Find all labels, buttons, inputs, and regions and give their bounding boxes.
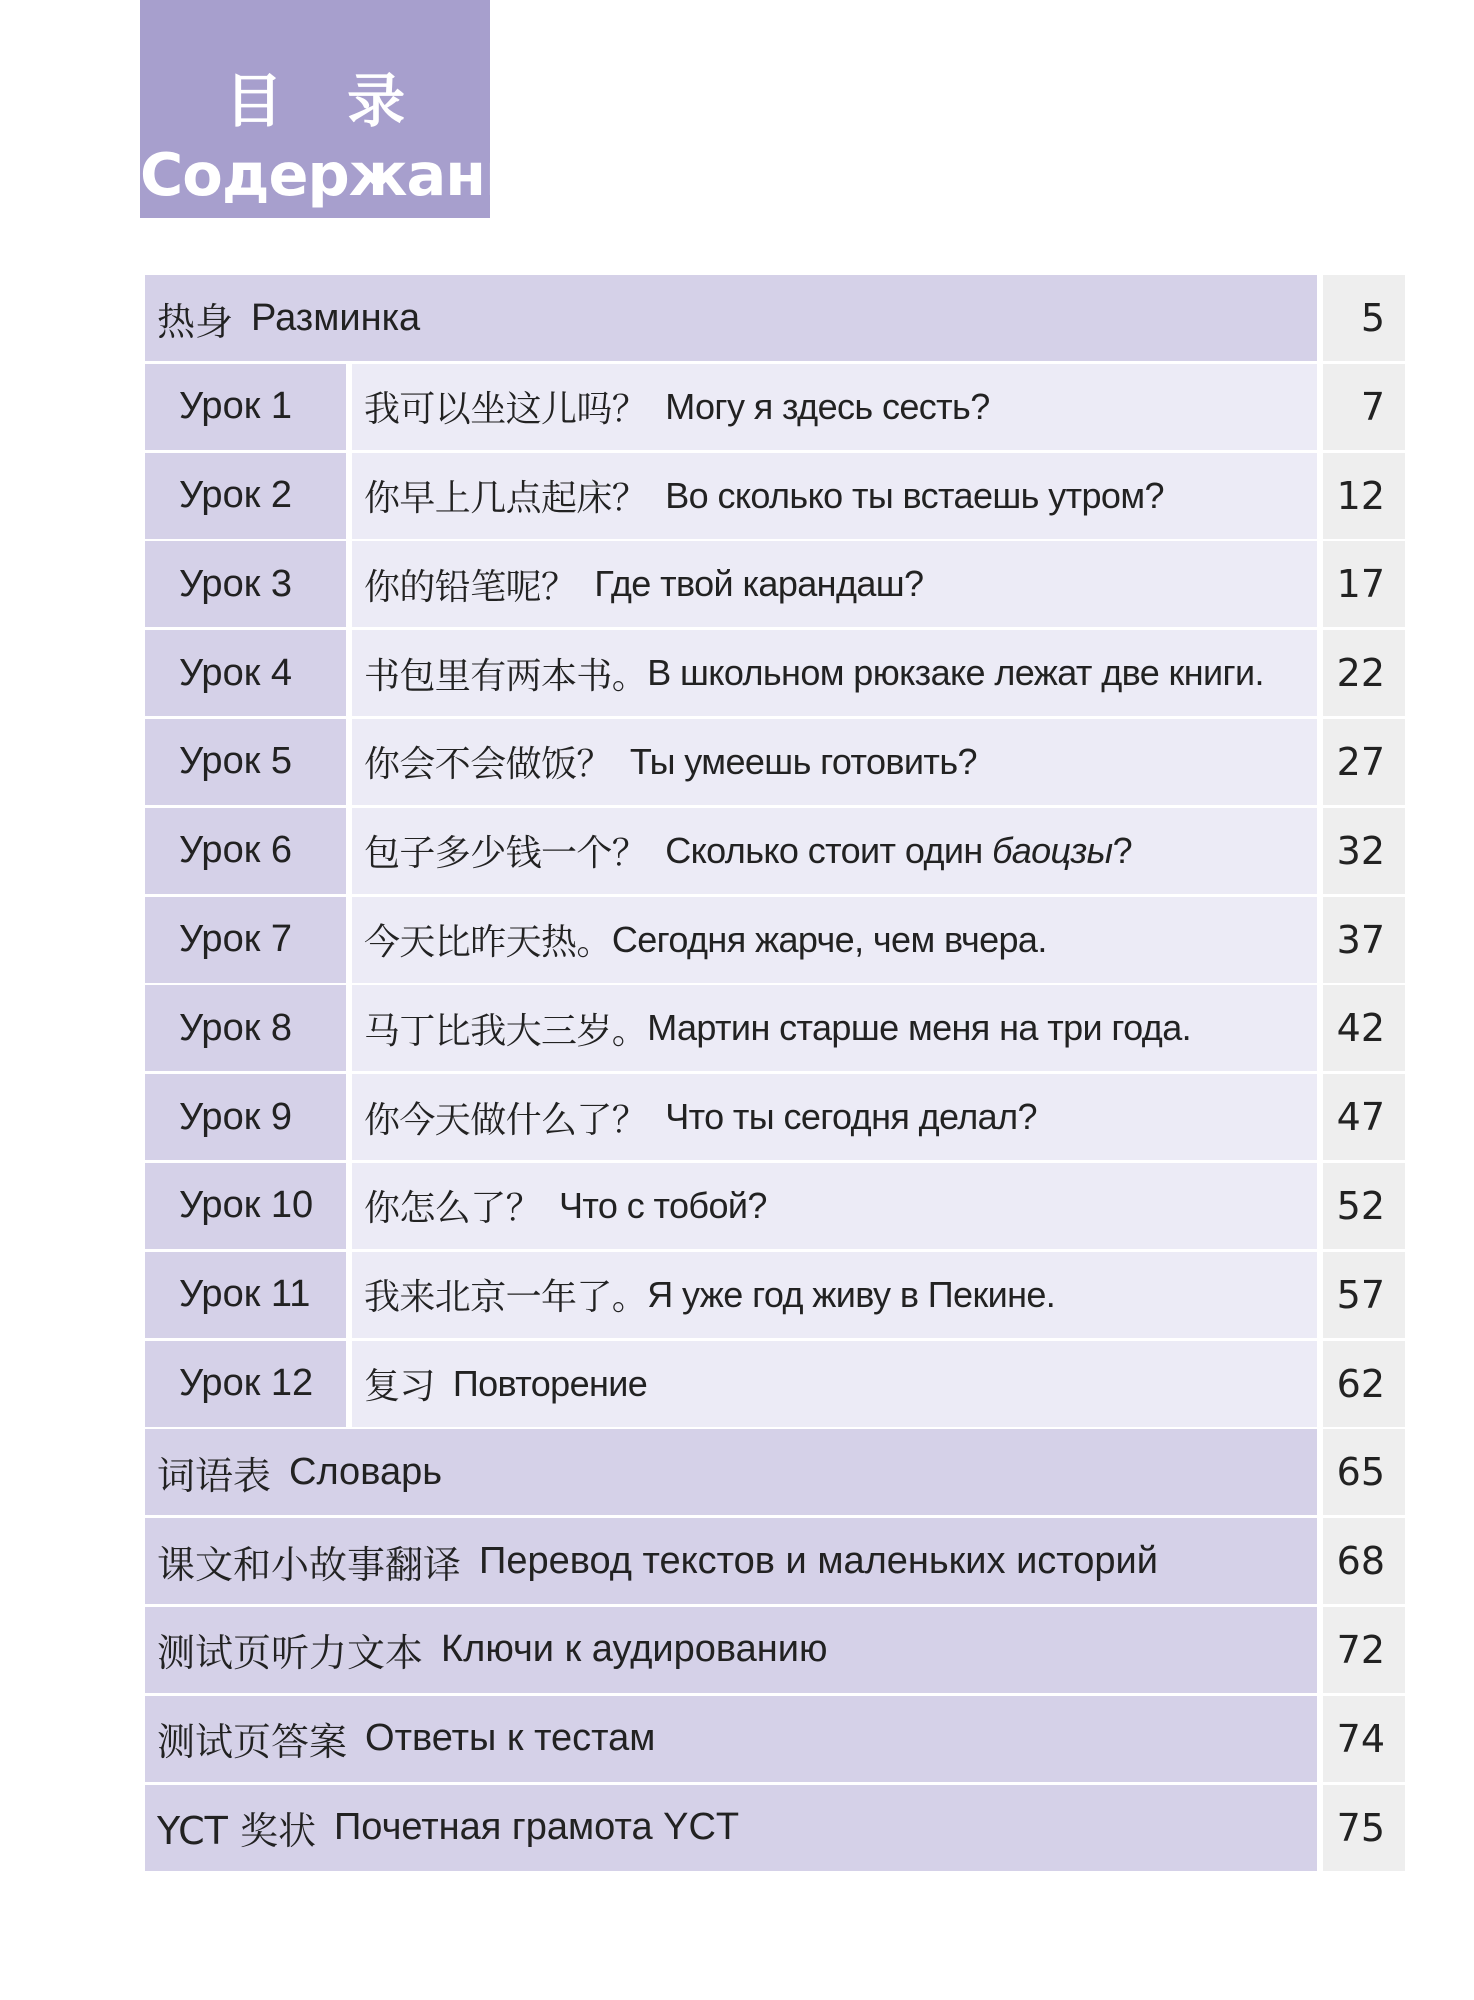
lesson-title-cn: 你的铅笔呢？ <box>364 566 577 608</box>
page-number: 75 <box>1323 1785 1405 1871</box>
page-number: 74 <box>1323 1696 1405 1782</box>
lesson-title <box>352 808 1317 894</box>
entry-title-cn: YCT 奖状 <box>157 1809 316 1854</box>
lesson-title-ru-main: Сколько стоит один <box>665 829 993 871</box>
lesson-title-cn: 包子多少钱一个？ <box>364 833 648 875</box>
toc-header <box>140 0 565 218</box>
lesson-number: Урок 9 <box>145 1074 346 1160</box>
entry-title-ru: Разминка <box>251 296 421 339</box>
lesson-title-ru: Где твой карандаш? <box>594 563 924 605</box>
toc-row-listening-keys[interactable] <box>145 1607 1405 1693</box>
lesson-title <box>352 364 1317 450</box>
toc-row-lesson-2[interactable] <box>145 453 1405 539</box>
toc-row-lesson-3[interactable] <box>145 541 1405 627</box>
entry-title-ru: Почетная грамота YCT <box>333 1806 740 1849</box>
lesson-title <box>352 897 1317 983</box>
lesson-title <box>352 1252 1317 1338</box>
lesson-title-cn: 你早上几点起床？ <box>364 478 648 520</box>
lesson-number: Урок 5 <box>145 719 346 805</box>
lesson-title-ru <box>665 830 1132 872</box>
lesson-title-ru-italic: баоцзы <box>992 829 1113 871</box>
lesson-title-ru: Мартин старше меня на три года. <box>647 1007 1192 1049</box>
toc-entry-title <box>145 1607 1317 1693</box>
lesson-number: Урок 12 <box>145 1341 346 1427</box>
toc-row-lesson-9[interactable] <box>145 1074 1405 1160</box>
lesson-number: Урок 2 <box>145 453 346 539</box>
lesson-title-cn: 你怎么了？ <box>364 1188 542 1230</box>
page-number: 52 <box>1323 1163 1405 1249</box>
toc-row-lesson-12[interactable] <box>145 1341 1405 1427</box>
toc-row-lesson-5[interactable] <box>145 719 1405 805</box>
lesson-title-ru: В школьном рюкзаке лежат две книги. <box>647 652 1264 694</box>
entry-title-ru: Словарь <box>289 1450 443 1493</box>
page-number: 12 <box>1323 453 1405 539</box>
toc-row-lesson-8[interactable] <box>145 985 1405 1071</box>
toc-row-warmup[interactable] <box>145 275 1405 361</box>
toc-row-certificate[interactable] <box>145 1785 1405 1871</box>
lesson-title-ru: Ты умеешь готовить? <box>629 740 977 782</box>
lesson-title <box>352 719 1317 805</box>
lesson-title-ru: Повторение <box>452 1362 648 1404</box>
entry-title-ru: Перевод текстов и маленьких историй <box>479 1539 1159 1582</box>
toc-row-translations[interactable] <box>145 1518 1405 1604</box>
lesson-title <box>352 985 1317 1071</box>
toc-row-test-answers[interactable] <box>145 1696 1405 1782</box>
lesson-number: Урок 1 <box>145 364 346 450</box>
toc-entry-title <box>145 1696 1317 1782</box>
page-number: 47 <box>1323 1074 1405 1160</box>
lesson-title-ru: Сегодня жарче, чем вчера. <box>611 918 1047 960</box>
lesson-title-cn: 你今天做什么了？ <box>364 1099 648 1141</box>
entry-title-ru: Ответы к тестам <box>365 1717 656 1760</box>
toc-row-lesson-6[interactable] <box>145 808 1405 894</box>
lesson-number: Урок 11 <box>145 1252 346 1338</box>
lesson-title <box>352 1163 1317 1249</box>
lesson-title-ru: Что с тобой? <box>559 1184 767 1226</box>
page-number: 57 <box>1323 1252 1405 1338</box>
lesson-title-cn: 我可以坐这儿吗？ <box>364 389 648 431</box>
lesson-title <box>352 541 1317 627</box>
page-number: 42 <box>1323 985 1405 1071</box>
lesson-number: Урок 6 <box>145 808 346 894</box>
entry-title-ru: Ключи к аудированию <box>441 1628 828 1671</box>
lesson-number: Урок 3 <box>145 541 346 627</box>
lesson-title <box>352 630 1317 716</box>
page-number: 62 <box>1323 1341 1405 1427</box>
page-number: 68 <box>1323 1518 1405 1604</box>
entry-title-cn: 测试页听力文本 <box>157 1631 424 1676</box>
entry-title-cn: 测试页答案 <box>157 1720 348 1765</box>
lesson-title-ru: Могу я здесь сесть? <box>665 385 990 427</box>
lesson-title-cn: 复习 <box>364 1366 435 1408</box>
lesson-title-ru-tail: ? <box>1112 829 1132 871</box>
toc-row-lesson-7[interactable] <box>145 897 1405 983</box>
table-of-contents <box>145 275 1405 1873</box>
lesson-title-cn: 我来北京一年了。 <box>364 1277 648 1319</box>
page-number: 72 <box>1323 1607 1405 1693</box>
toc-row-lesson-4[interactable] <box>145 630 1405 716</box>
lesson-title-ru: Что ты сегодня делал? <box>665 1096 1037 1138</box>
page-number: 32 <box>1323 808 1405 894</box>
lesson-title-ru: Я уже год живу в Пекине. <box>647 1273 1056 1315</box>
entry-title-cn: 词语表 <box>157 1453 272 1498</box>
lesson-title-ru: Во сколько ты встаешь утром? <box>665 474 1164 516</box>
entry-title-cn: 热身 <box>157 299 234 344</box>
page-number: 65 <box>1323 1429 1405 1515</box>
lesson-number: Урок 10 <box>145 1163 346 1249</box>
toc-entry-title <box>145 1785 1317 1871</box>
toc-row-lesson-10[interactable] <box>145 1163 1405 1249</box>
toc-row-lesson-11[interactable] <box>145 1252 1405 1338</box>
lesson-title-cn: 书包里有两本书。 <box>364 655 648 697</box>
lesson-title-cn: 马丁比我大三岁。 <box>364 1010 648 1052</box>
page-number: 27 <box>1323 719 1405 805</box>
lesson-title <box>352 1074 1317 1160</box>
title-russian: Содержание <box>140 140 565 209</box>
page-number: 37 <box>1323 897 1405 983</box>
lesson-number: Урок 4 <box>145 630 346 716</box>
lesson-title-cn: 今天比昨天热。 <box>364 922 612 964</box>
toc-row-vocabulary[interactable] <box>145 1429 1405 1515</box>
page-number: 22 <box>1323 630 1405 716</box>
toc-row-lesson-1[interactable] <box>145 364 1405 450</box>
title-chinese: 目 录 <box>224 67 428 135</box>
page-number: 17 <box>1323 541 1405 627</box>
lesson-title <box>352 453 1317 539</box>
lesson-number: Урок 7 <box>145 897 346 983</box>
toc-entry-title <box>145 1518 1317 1604</box>
lesson-number: Урок 8 <box>145 985 346 1071</box>
toc-entry-title <box>145 1429 1317 1515</box>
page-number: 7 <box>1323 364 1405 450</box>
toc-entry-title <box>145 275 1317 361</box>
lesson-title <box>352 1341 1317 1427</box>
page-number: 5 <box>1323 275 1405 361</box>
lesson-title-cn: 你会不会做饭？ <box>364 744 612 786</box>
entry-title-cn: 课文和小故事翻译 <box>157 1542 462 1587</box>
